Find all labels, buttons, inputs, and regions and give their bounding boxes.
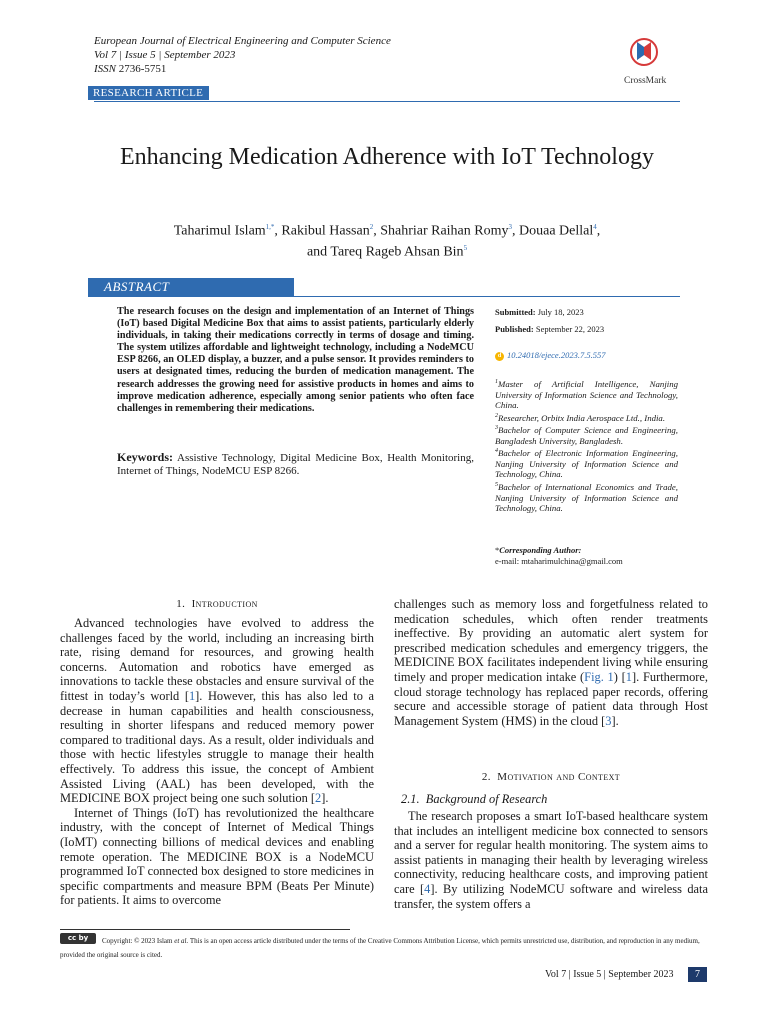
crossmark-icon — [630, 38, 658, 70]
journal-issn: ISSN 2736-5751 — [94, 63, 167, 75]
author-affiliation: 2 — [369, 223, 374, 231]
affiliation-item: $^4$Bachelor of Electronic Information Engineering, Nanjing University of Information Science and Technology, China. — [495, 448, 678, 480]
intro-paragraph-1: Advanced technologies have evolved to address the challenges faced by the world, including an increasing birth rate, rising demand for resources, and growing health concerns. Automation and robotics have emerged as innovations to tackle these obstacles and ensure survival of the fittest in today’s world [1]. However, this has also led to a decrease in human capabilities and health consciousness, resulting in shorter lifespans and reduced memory power compared to traditional days. As a result, older individuals and those with hectic lifestyles struggle to manage their health effectively. To address this issue, the concept of Ambient Assisted Living (AAL) has been developed, with the MEDICINE BOX project being one such solution [2]. — [60, 616, 375, 806]
citation-link[interactable]: 1 — [625, 669, 632, 684]
author-affiliation: 4 — [593, 223, 597, 231]
right-column — [394, 597, 708, 728]
affiliation-item: $^2$Researcher, Orbitx India Aerospace Ltd., India. — [495, 412, 666, 423]
author-affiliation: 3 — [508, 223, 512, 231]
author-affiliation: 5 — [463, 243, 468, 252]
author-affiliation: 1,* — [265, 223, 275, 231]
section-2-heading: 2. Motivation and Context — [481, 771, 621, 783]
left-column — [60, 616, 374, 908]
submitted-date: Submitted: July 18, 2023 — [495, 307, 584, 317]
doi-link[interactable]: d 10.24018/ejece.2023.7.5.557 — [495, 350, 678, 361]
article-type-badge: RESEARCH ARTICLE — [88, 86, 209, 100]
intro-paragraph-2: Internet of Things (IoT) has revolutionized the healthcare industry, with the concept of Internet of Medical Things (IoMT) connecting billions of medical devices and enabling remote operation. The MEDICINE BOX is a NodeMCU programmed IoT connected box designed to store medicines in specific compartments and measure BPM (Beats Per Minute) for patients. It aims to overcome — [60, 805, 374, 908]
author-list: Taharimul Islam$^{1,*}$, Rakibul Hassan$^2$, Shahriar Raihan Romy$^3$, Douaa Dellal$^4$, and Tareq Rageb Ahsan Bin$^5$ — [173, 223, 601, 260]
copyright-notice: Copyright: © 2023 Islam et al. This is an open access article distributed under the terms of the Creative Commons Attribution License, which permits unrestricted use, distribution, and reproduction in any medium, provided the original source is cited. — [60, 937, 700, 959]
author[interactable]: Taharimul Islam — [173, 223, 266, 239]
intro-paragraph-cont: challenges such as memory loss and forgetfulness related to medication schedules, which often render treatments ineffective. By providing an automatic alert system for prescribed medication schedules and emergency triggers, the MEDICINE BOX facilitates independent living while ensuring timely and proper medication intake (Fig. 1) [1]. Furthermore, cloud storage technology has replaced paper records, offering secure and accessible storage of patient data through Host Management System (HMS) in the cloud [3]. — [394, 597, 709, 728]
figure-link[interactable]: Fig. 1 — [584, 669, 614, 684]
header-rule — [94, 101, 680, 102]
journal-header — [94, 34, 391, 76]
doi-icon: d — [495, 352, 504, 361]
abstract-text: The research focuses on the design and implementation of an Internet of Things (IoT) based Digital Medicine Box that aims to assist patients, particularly elderly individuals, in taking their medications correctly in terms of dosage and timing. The system utilizes affordable and lightweight technology, including a NodeMCU ESP 8266, an OLED display, a buzzer, and a pulse sensor. It provides reminders to users at designated times, reducing the burden of medication management. The research addresses the growing need for assistive products in homes and aims to improve medication adherence, especially among senior patients who often face challenges in remembering their medications. — [117, 306, 474, 414]
affiliation-item: $^5$Bachelor of International Economics and Trade, Nanjing University of Information Science and Technology, China. — [495, 481, 678, 514]
section-1-heading: 1. Introduction — [176, 598, 258, 610]
keywords — [117, 451, 474, 478]
author[interactable]: and Tareq Rageb Ahsan Bin — [306, 244, 464, 260]
author[interactable]: Rakibul Hassan — [281, 223, 370, 239]
affiliations — [495, 377, 678, 514]
citation-link[interactable]: 3 — [605, 713, 612, 728]
corresponding-label: Corresponding Author: — [499, 545, 582, 555]
abstract-rule — [88, 296, 680, 297]
journal-issue: Vol 7 | Issue 5 | September 2023 — [94, 49, 236, 61]
background-paragraph: The research proposes a smart IoT-based healthcare system that includes an intelligent medicine box connected to sensors and a server for regular health monitoring. The system aims to assist patients in managing their health by leveraging wireless connectivity, reducing healthcare costs, and improving patient care [4]. By utilizing NodeMCU software and wireless data transfer, the system offers a — [394, 809, 708, 911]
author[interactable]: Shahriar Raihan Romy — [380, 223, 509, 239]
affiliation-item: $^1$Master of Artificial Intelligence, Nanjing University of Information Science and Technology, China. — [495, 378, 678, 411]
corresponding-author — [495, 545, 685, 566]
keywords-text: Assistive Technology, Digital Medicine Box, Health Monitoring, Internet of Things, NodeMCU ESP 8266. — [117, 452, 474, 477]
crossmark-label: CrossMark — [624, 76, 667, 86]
crossmark-logo[interactable] — [624, 38, 667, 86]
citation-link[interactable]: 4 — [424, 881, 431, 896]
abstract-heading: ABSTRACT — [88, 278, 294, 296]
footer-issue: Vol 7 | Issue 5 | September 2023 — [545, 969, 674, 980]
cc-license-icon[interactable]: cc by — [60, 933, 96, 944]
affiliation-item: $^3$Bachelor of Computer Science and Engineering, Bangladesh University, Bangladesh. — [495, 425, 678, 446]
citation-link[interactable]: 2 — [315, 791, 322, 806]
citation-link[interactable]: 1 — [188, 688, 196, 703]
author[interactable]: Douaa Dellal — [519, 223, 594, 239]
footnote-rule — [60, 929, 350, 930]
keywords-label: Keywords: — [117, 450, 173, 464]
published-date: Published: September 22, 2023 — [495, 324, 605, 334]
paper-title: Enhancing Medication Adherence with IoT Technology — [120, 144, 654, 170]
subsection-2-1-heading: 2.1. Background of Research — [401, 792, 548, 806]
journal-name: European Journal of Electrical Engineering and Computer Science — [94, 35, 391, 47]
corresponding-email[interactable]: e-mail: mtaharimulchina@gmail.com — [495, 555, 623, 566]
page-number: 7 — [688, 967, 707, 982]
corresponding-star: * — [495, 545, 500, 555]
